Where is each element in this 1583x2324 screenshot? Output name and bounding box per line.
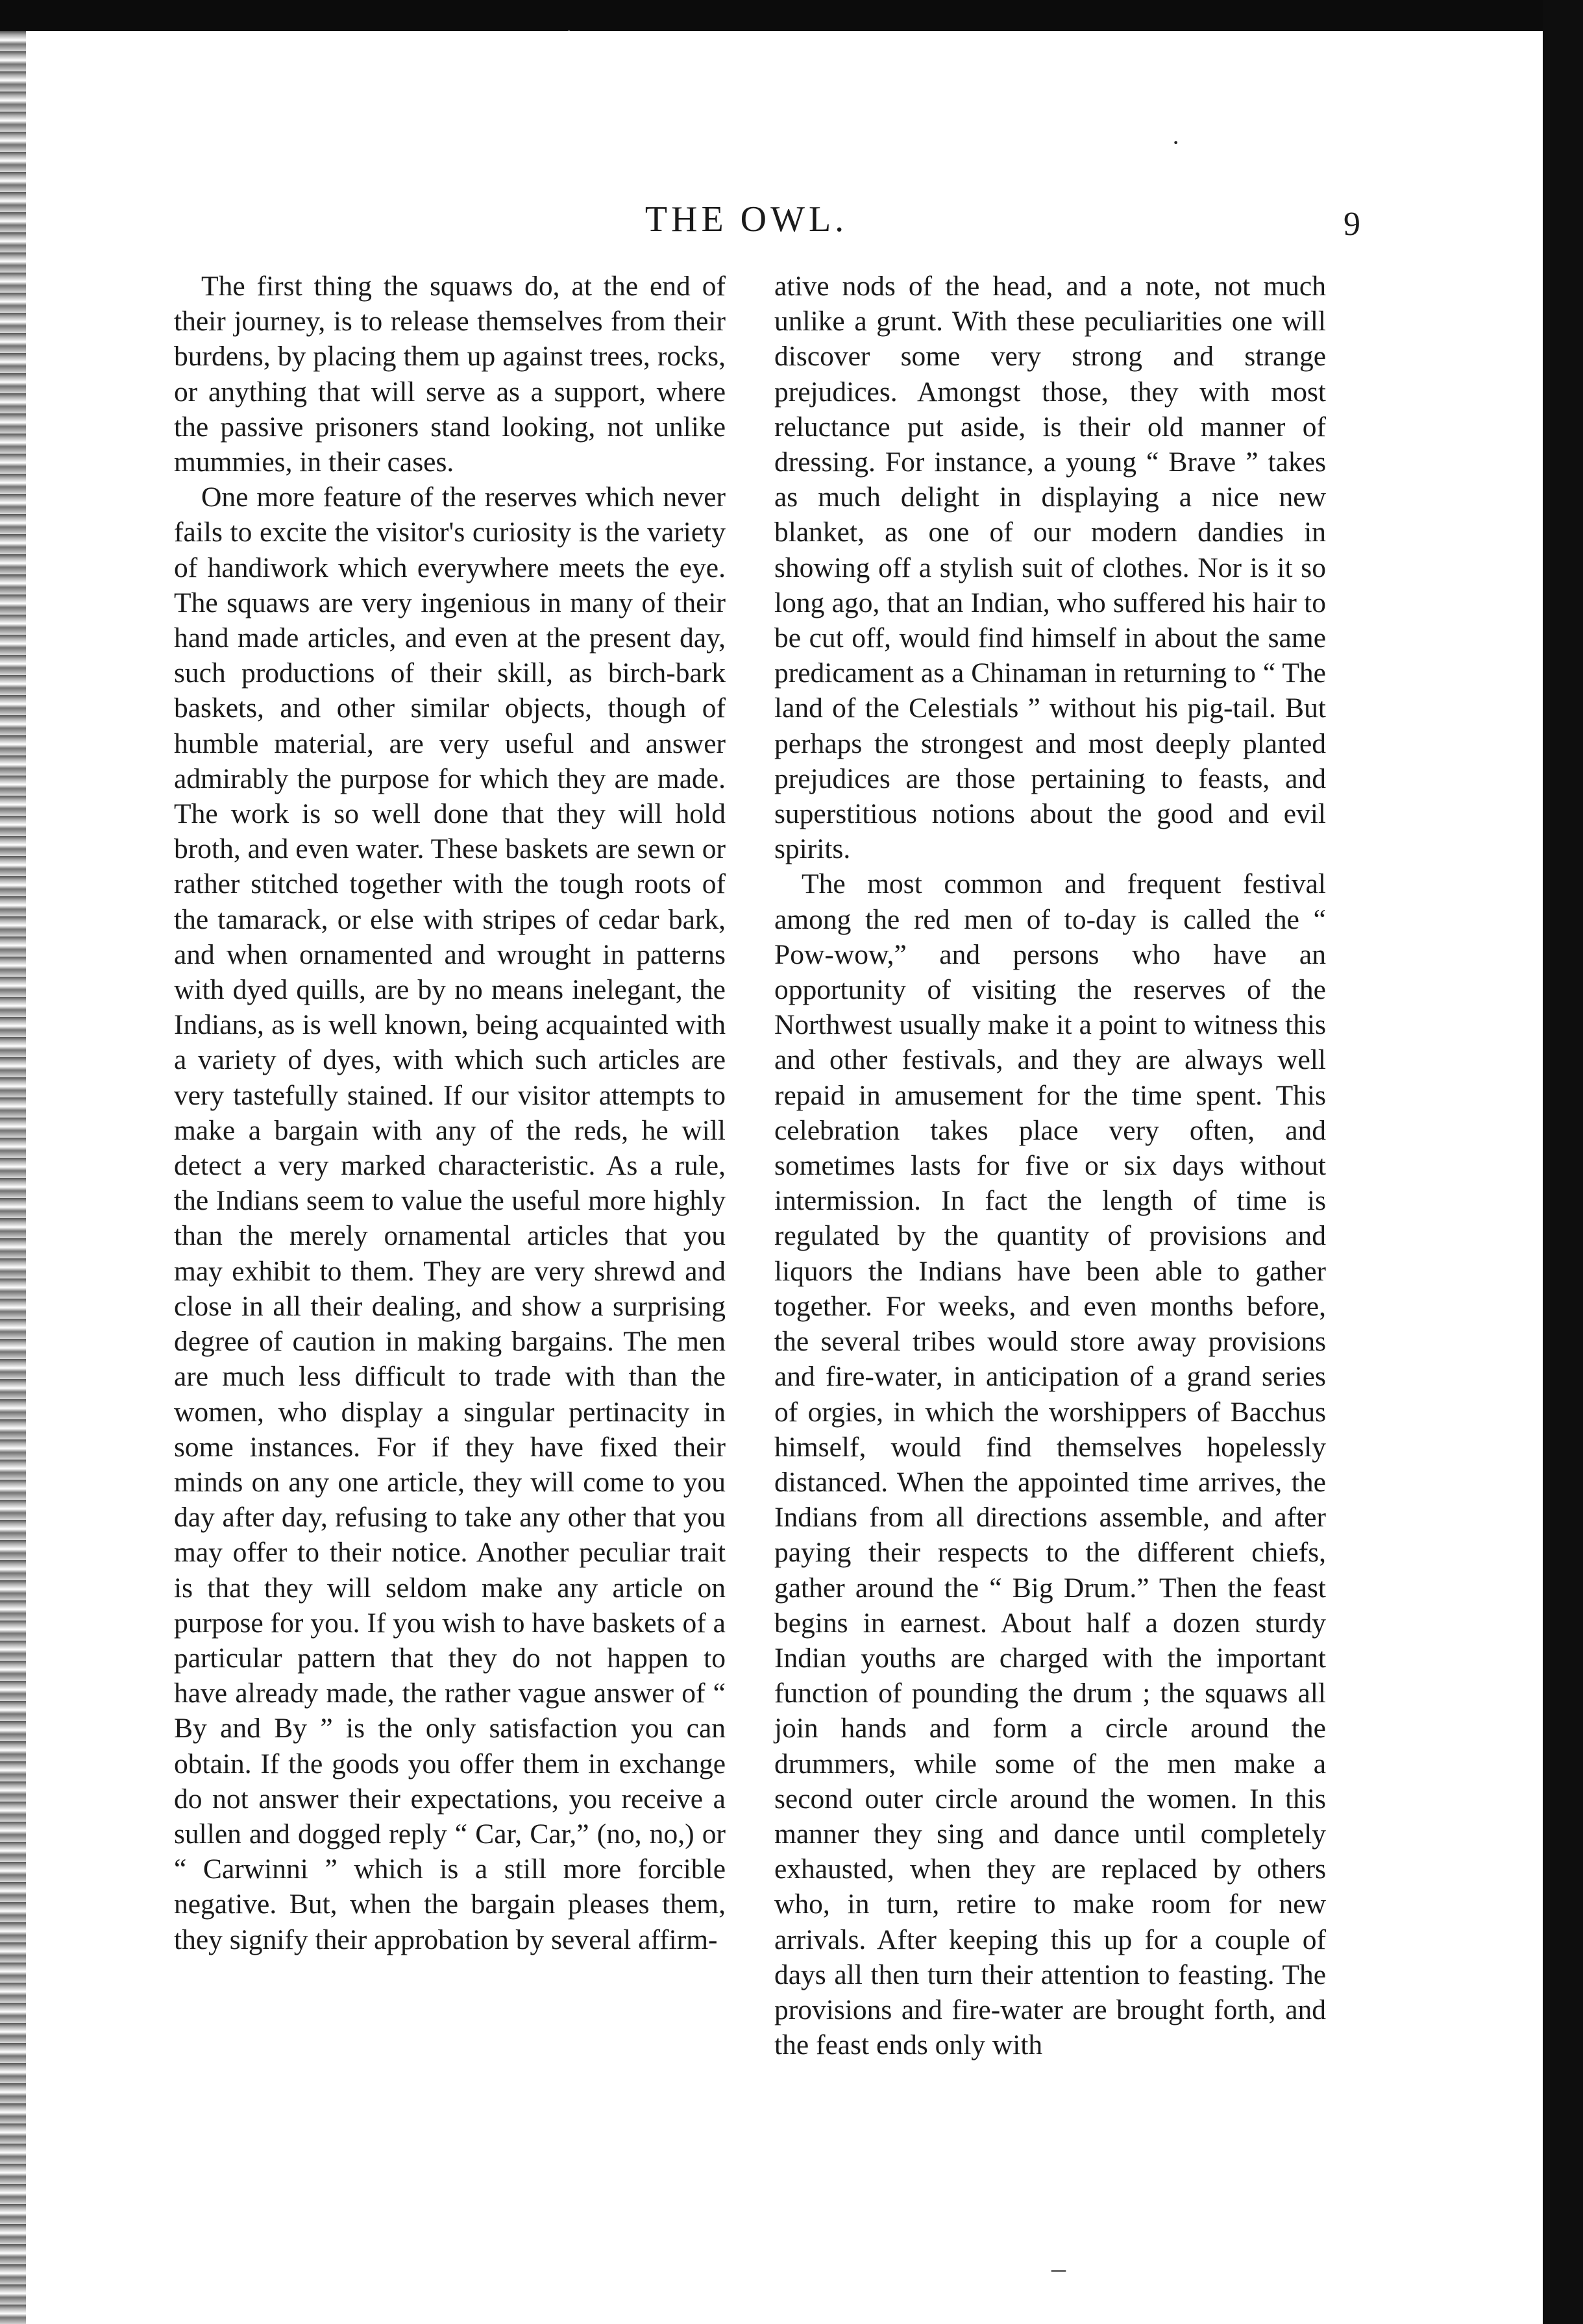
scan-top-border bbox=[0, 0, 1583, 31]
text-column-right bbox=[774, 269, 1326, 2062]
scan-right-edge bbox=[1543, 0, 1583, 2324]
running-title: THE OWL. bbox=[644, 199, 848, 239]
paragraph: ative nods of the head, and a note, not much unlike a grunt. With these peculiarities one will discover some very strong and strange prejudices. Amongst those, they with most reluctance put aside, is their old manner of dressing. For instance, a young “ Brave ” takes as much delight in displaying a nice new blanket, as one of our modern dandies in showing off a stylish suit of clothes. Nor is it so long ago, that an Indian, who suffered his hair to be cut off, would find himself in about the same predicament as a Chinaman in returning to “ The land of the Celestials ” without his pig-tail. But perhaps the strongest and most deeply planted prejudices are those pertaining to feasts, and superstitious notions about the good and evil spirits. bbox=[774, 271, 1326, 865]
page-number: 9 bbox=[1344, 206, 1360, 243]
paragraph: One more feature of the reserves which never fails to excite the visitor's curiosity is the variety of handiwork which everywhere meets the eye. The squaws are very ingenious in many of their hand made articles, and even at the present day, such productions of their skill, as birch-bark baskets, and other similar objects, though of humble material, are very useful and answer admirably the purpose for which they are made. The work is so well done that they will hold broth, and even water. These baskets are sewn or rather stitched together with the tough roots of the tamarack, or else with stripes of cedar bark, and when ornamented and wrought in patterns with dyed quills, are by no means inelegant, the Indians, as is well known, being acquainted with a variety of dyes, with which such articles are very tastefully stained. If our visitor attempts to make a bargain with any of the reds, he will detect a very marked characteristic. As a rule, the Indians seem to value the useful more highly than the merely ornamental articles that you may exhibit to them. They are very shrewd and close in all their dealing, and show a surprising degree of caution in making bargains. The men are much less difficult to trade with than the women, who display a singular pertinacity in some instances. For if they have fixed their minds on any one article, they will come to you day after day, refusing to take any other that you may offer to their notice. Another peculiar trait is that they will seldom make any article on purpose for you. If you wish to have baskets of a particular pattern that they do not happen to have already made, the rather vague answer of “ By and By ” is the only satisfaction you can obtain. If the goods you offer them in exchange do not answer their expectations, you receive a sullen and dogged reply “ Car, Car,” (no, no,) or “ Carwinni ” which is a still more forcible negative. But, when the bargain pleases them, they signify their approbation by several affirm- bbox=[174, 482, 726, 1955]
scan-speck: · bbox=[565, 18, 574, 47]
paragraph: The most common and frequent festival among the red men of to-day is called the “ Pow-wow,” and persons who have an opportunity of visiting the reserves of the Northwest usually make it a point to witness this and other festivals, and they are always well repaid in amusement for the time spent. This celebration takes place very often, and sometimes lasts for five or six days without intermission. In fact the length of time is regulated by the quantity of provisions and liquors the Indians have been able to gather together. For weeks, and even months before, the several tribes would store away provisions and fire-water, in anticipation of a grand series of orgies, in which the worshippers of Bacchus himself, would find themselves hopelessly distanced. When the appointed time arrives, the Indians from all directions assemble, and after paying their respects to the different chiefs, gather around the “ Big Drum.” Then the feast begins in earnest. About half a dozen sturdy Indian youths are charged with the important function of pounding the drum ; the squaws all join hands and form a circle around the drummers, while some of the men make a second outer circle around the women. In this manner they sing and dance until completely exhausted, when they are replaced by others who, in turn, retire to make room for new arrivals. After keeping this up for a couple of days all then turn their attention to feasting. The provisions and fire-water are brought forth, and the feast ends only with bbox=[774, 868, 1326, 2061]
text-column-left bbox=[174, 269, 726, 1957]
scan-speck: · bbox=[1172, 128, 1181, 157]
page-header bbox=[0, 193, 1583, 245]
scan-mark: – bbox=[1051, 2253, 1066, 2284]
paragraph: The first thing the squaws do, at the end of their journey, is to release themselves from their burdens, by placing them up against trees, rocks, or anything that will serve as a support, where the passive prisoners stand looking, not unlike mummies, in their cases. bbox=[174, 271, 726, 478]
scan-left-edge bbox=[0, 31, 26, 2324]
